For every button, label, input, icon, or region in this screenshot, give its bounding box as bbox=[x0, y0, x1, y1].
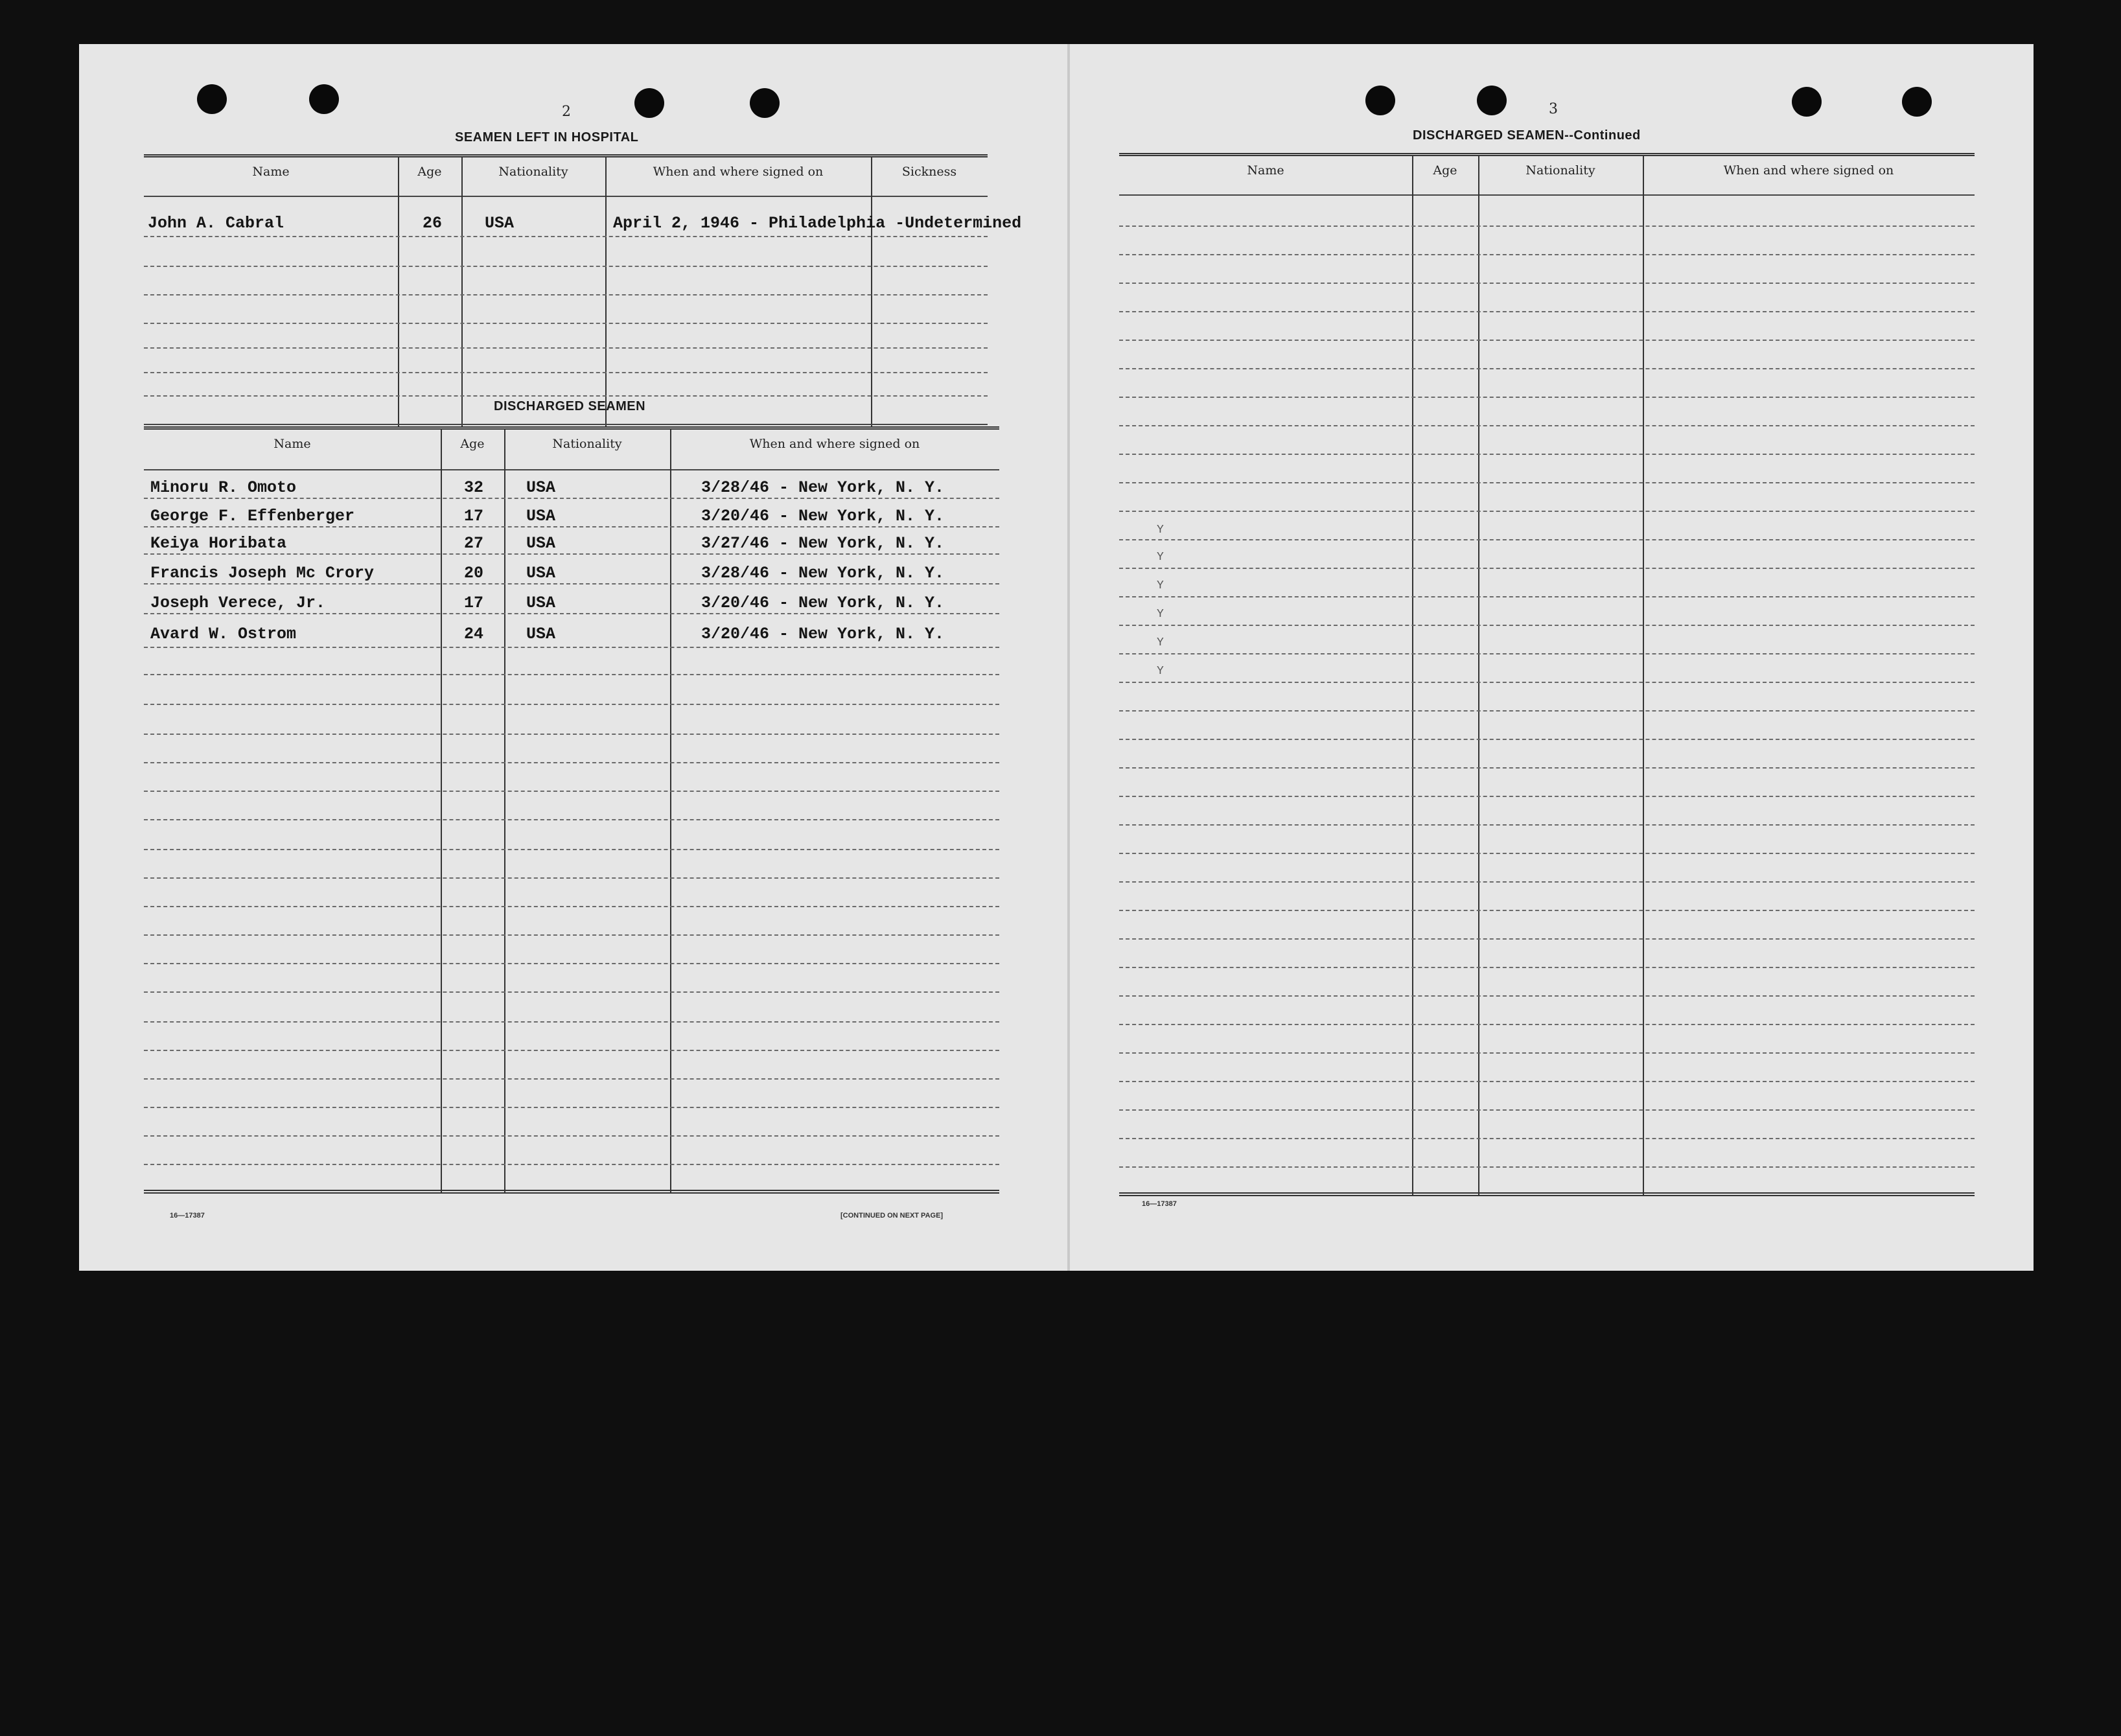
discharged-continued-title: DISCHARGED SEAMEN--Continued bbox=[1413, 128, 1641, 143]
discharged-section-title: DISCHARGED SEAMEN bbox=[494, 399, 646, 413]
margin-mark: Y bbox=[1157, 579, 1164, 592]
discharged-row-name: Avard W. Ostrom bbox=[150, 625, 297, 643]
discharged-row-name: Minoru R. Omoto bbox=[150, 478, 297, 497]
hospital-row-signed-on: April 2, 1946 - Philadelphia -Undetermined bbox=[613, 214, 1022, 233]
margin-mark: Y bbox=[1157, 665, 1164, 678]
discharged-row-nationality: USA bbox=[526, 594, 556, 612]
hospital-row-name: John A. Cabral bbox=[148, 214, 284, 233]
discharged-row-signed-on: 3/20/46 - New York, N. Y. bbox=[701, 594, 945, 612]
discharged-row-age: 17 bbox=[464, 594, 484, 612]
discharged-row-signed-on: 3/27/46 - New York, N. Y. bbox=[701, 534, 945, 553]
hospital-row-age: 26 bbox=[423, 214, 443, 233]
header-signed-on: When and where signed on bbox=[1723, 163, 1894, 178]
discharged-row-name: Joseph Verece, Jr. bbox=[150, 594, 326, 612]
margin-mark: Y bbox=[1157, 636, 1164, 649]
discharged-row-signed-on: 3/20/46 - New York, N. Y. bbox=[701, 507, 945, 526]
header-age: Age bbox=[460, 437, 485, 451]
page-number: 2 bbox=[562, 104, 571, 120]
punch-hole bbox=[309, 84, 339, 114]
form-number: 16—17387 bbox=[170, 1212, 205, 1220]
hospital-row-nationality: USA bbox=[485, 214, 515, 233]
scanned-document bbox=[79, 44, 2034, 1271]
discharged-row-nationality: USA bbox=[526, 564, 556, 583]
header-name: Name bbox=[252, 165, 290, 179]
punch-hole bbox=[197, 84, 227, 114]
discharged-row-signed-on: 3/28/46 - New York, N. Y. bbox=[701, 478, 945, 497]
punch-hole bbox=[1477, 86, 1507, 115]
margin-mark: Y bbox=[1157, 608, 1164, 621]
page-fold bbox=[1067, 44, 1070, 1271]
punch-hole bbox=[750, 88, 780, 118]
discharged-row-name: Keiya Horibata bbox=[150, 534, 287, 553]
punch-hole bbox=[634, 88, 664, 118]
discharged-row-name: Francis Joseph Mc Crory bbox=[150, 564, 375, 583]
form-number: 16—17387 bbox=[1142, 1200, 1177, 1208]
header-signed-on: When and where signed on bbox=[653, 165, 824, 179]
discharged-row-age: 17 bbox=[464, 507, 484, 526]
discharged-continued-table bbox=[1119, 153, 1975, 1242]
header-name: Name bbox=[1247, 163, 1284, 178]
discharged-row-age: 32 bbox=[464, 478, 484, 497]
discharged-row-nationality: USA bbox=[526, 478, 556, 497]
page-number: 3 bbox=[1549, 101, 1558, 117]
header-nationality: Nationality bbox=[498, 165, 568, 179]
discharged-row-age: 27 bbox=[464, 534, 484, 553]
punch-hole bbox=[1902, 87, 1932, 117]
header-age: Age bbox=[417, 165, 442, 179]
discharged-row-nationality: USA bbox=[526, 534, 556, 553]
hospital-section-title: SEAMEN LEFT IN HOSPITAL bbox=[455, 130, 639, 145]
discharged-row-signed-on: 3/28/46 - New York, N. Y. bbox=[701, 564, 945, 583]
discharged-row-name: George F. Effenberger bbox=[150, 507, 355, 526]
discharged-row-nationality: USA bbox=[526, 625, 556, 643]
discharged-row-nationality: USA bbox=[526, 507, 556, 526]
header-age: Age bbox=[1433, 163, 1457, 178]
discharged-row-age: 20 bbox=[464, 564, 484, 583]
punch-hole bbox=[1792, 87, 1822, 117]
punch-hole bbox=[1365, 86, 1395, 115]
header-nationality: Nationality bbox=[552, 437, 622, 451]
margin-mark: Y bbox=[1157, 551, 1164, 564]
discharged-row-signed-on: 3/20/46 - New York, N. Y. bbox=[701, 625, 945, 643]
discharged-table bbox=[144, 426, 999, 1198]
header-name: Name bbox=[273, 437, 311, 451]
discharged-row-age: 24 bbox=[464, 625, 484, 643]
hospital-table bbox=[144, 154, 1022, 426]
continued-note: [CONTINUED ON NEXT PAGE] bbox=[840, 1212, 944, 1220]
header-sickness: Sickness bbox=[901, 165, 957, 179]
margin-mark: Y bbox=[1157, 524, 1164, 537]
header-nationality: Nationality bbox=[1525, 163, 1595, 178]
header-signed-on: When and where signed on bbox=[749, 437, 920, 451]
